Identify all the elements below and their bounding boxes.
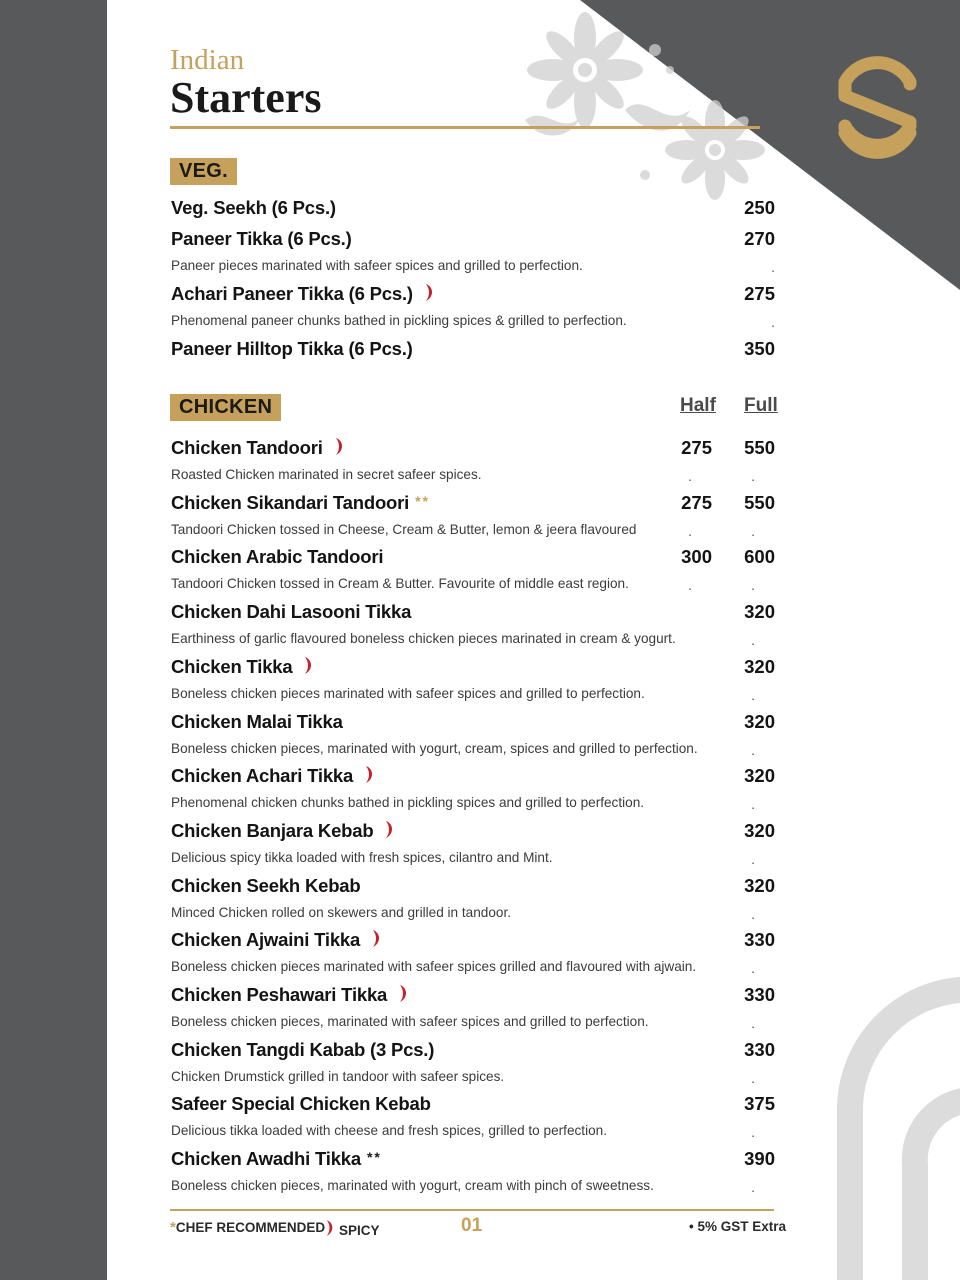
menu-item-description: Earthiness of garlic flavoured boneless chicken pieces marinated in cream & yogurt. [171, 631, 676, 647]
menu-item-name [171, 820, 396, 842]
menu-item-description: Delicious tikka loaded with cheese and fresh spices, grilled to perfection. [171, 1123, 607, 1139]
menu-item-title: Paneer Hilltop Tikka (6 Pcs.) [171, 338, 413, 359]
menu-item-price: 350 [744, 338, 775, 359]
menu-item-description: Tandoori Chicken tossed in Cheese, Cream & Butter, lemon & jeera flavoured [171, 521, 637, 537]
menu-item-name [171, 929, 383, 951]
gst-note-text: 5% GST Extra [697, 1219, 787, 1234]
background-logo-watermark [820, 930, 960, 1280]
veg-section-label: VEG. [170, 158, 237, 185]
floral-ornament-icon [505, 10, 805, 200]
spicy-label: SPICY [339, 1223, 380, 1238]
menu-item-description: Phenomenal chicken chunks bathed in pickling spices and grilled to perfection. [171, 795, 645, 811]
menu-item-price-full: 375 [744, 1093, 775, 1115]
menu-item-name [171, 228, 352, 250]
menu-item-title: Chicken Seekh Kebab [171, 874, 361, 896]
page-number: 01 [461, 1215, 483, 1236]
row-dot: . [751, 850, 755, 867]
spicy-legend [324, 1219, 380, 1238]
menu-item-title: Chicken Dahi Lasooni Tikka [171, 601, 412, 623]
menu-item-name [171, 984, 410, 1006]
chef-star: * [170, 1219, 176, 1236]
menu-item-title: Veg. Seekh (6 Pcs.) [171, 197, 336, 218]
row-dot: . [771, 259, 775, 275]
menu-item-name [171, 656, 315, 678]
menu-item-name [171, 875, 361, 897]
menu-item-name [171, 1148, 382, 1170]
row-dot: . [751, 1069, 755, 1086]
row-dot: . [688, 468, 692, 484]
menu-item-name [171, 546, 383, 568]
row-dot: . [751, 796, 755, 813]
menu-item-description: Boneless chicken pieces marinated with safeer spices and grilled to perfection. [171, 685, 645, 701]
chili-icon [397, 984, 410, 1003]
menu-item-price-full: 330 [744, 1038, 775, 1060]
menu-item-name [171, 711, 343, 733]
row-dot: . [751, 522, 755, 539]
menu-item-title: Chicken Peshawari Tikka [171, 984, 388, 1005]
menu-item-description: Delicious spicy tikka loaded with fresh spices, cilantro and Mint. [171, 849, 553, 865]
menu-item-name [171, 437, 346, 459]
chili-icon [383, 820, 396, 839]
menu-item-price-full: 330 [744, 929, 775, 951]
menu-item-title: Paneer Tikka (6 Pcs.) [171, 228, 352, 249]
menu-item-title: Chicken Ajwaini Tikka [171, 929, 361, 951]
menu-item-price-full: 320 [744, 655, 775, 677]
menu-item-title: Chicken Arabic Tandoori [171, 546, 384, 568]
menu-item-title: Safeer Special Chicken Kebab [171, 1093, 431, 1115]
row-dot: . [751, 1124, 755, 1141]
chili-icon [333, 437, 346, 456]
menu-item-price: 270 [744, 228, 775, 249]
brand-s-logo-icon [830, 38, 925, 170]
menu-item-description: Boneless chicken pieces, marinated with yogurt, cream, spices and grilled to perfection. [171, 740, 698, 756]
menu-item-title: Chicken Tandoori [171, 437, 323, 458]
menu-item-title: Chicken Achari Tikka [171, 765, 354, 787]
menu-item-title: Chicken Sikandari Tandoori [171, 491, 410, 513]
row-dot: . [751, 1179, 755, 1196]
menu-item-name [171, 283, 436, 305]
chili-icon [423, 283, 436, 302]
chili-icon [302, 656, 315, 675]
row-dot: . [771, 314, 775, 330]
menu-item-name [171, 1039, 434, 1061]
menu-item-price-full: 320 [744, 819, 775, 841]
row-dot: . [751, 577, 755, 594]
menu-item-name [171, 492, 430, 514]
row-dot: . [751, 468, 755, 484]
menu-item-price-full: 600 [744, 546, 775, 568]
row-dot: . [751, 686, 755, 703]
menu-item-description: Tandoori Chicken tossed in Cream & Butter. Favourite of middle east region. [171, 576, 629, 592]
menu-item-description: Boneless chicken pieces marinated with safeer spices grilled and flavoured with ajwain. [171, 959, 697, 975]
row-dot: . [751, 632, 755, 649]
menu-item-name [171, 338, 413, 360]
chef-recommended-legend [170, 1219, 325, 1236]
chicken-section-label: CHICKEN [170, 394, 281, 421]
menu-item-price-full: 550 [744, 437, 775, 458]
menu-item-price-full: 320 [744, 874, 775, 896]
chili-icon [363, 765, 376, 784]
menu-item-title: Chicken Malai Tikka [171, 710, 343, 732]
row-dot: . [688, 522, 692, 539]
chef-recommended-stars: ** [415, 492, 430, 509]
page-title: Starters [170, 73, 322, 122]
menu-item-price-half: 275 [681, 491, 712, 513]
chef-recommended-stars: ** [366, 1149, 382, 1166]
menu-item-name [171, 765, 376, 787]
row-dot: . [751, 960, 755, 977]
row-dot: . [751, 741, 755, 758]
menu-item-price-full: 320 [744, 765, 775, 787]
menu-item-price-full: 390 [744, 1148, 775, 1170]
title-divider [170, 126, 760, 129]
menu-item-name [171, 1093, 431, 1115]
row-dot: . [688, 577, 692, 594]
full-column-header: Full [744, 395, 778, 416]
chili-icon [324, 1219, 336, 1237]
menu-item-price-full: 320 [744, 601, 775, 623]
chili-icon [370, 929, 383, 948]
header-subtitle: Indian [170, 44, 245, 76]
menu-item-price-full: 330 [744, 984, 775, 1005]
menu-item-description: Boneless chicken pieces, marinated with yogurt, cream with pinch of sweetness. [171, 1178, 654, 1194]
menu-item-price-half: 300 [681, 546, 712, 568]
menu-item-description: Chicken Drumstick grilled in tandoor with safeer spices. [171, 1068, 505, 1084]
chef-recommended-label: CHEF RECOMMENDED [175, 1220, 326, 1235]
half-column-header: Half [680, 395, 716, 416]
menu-item-price-half: 275 [681, 437, 712, 458]
menu-item-price: 250 [744, 197, 775, 218]
menu-item-price-full: 550 [744, 491, 775, 513]
menu-item-title: Achari Paneer Tikka (6 Pcs.) [171, 283, 413, 304]
gst-note [689, 1219, 786, 1234]
menu-item-price-full: 320 [744, 710, 775, 732]
row-dot: . [751, 1015, 755, 1031]
gst-bullet: • [689, 1219, 694, 1234]
menu-item-description: Boneless chicken pieces, marinated with safeer spices and grilled to perfection. [171, 1014, 649, 1029]
menu-item-title: Chicken Tikka [171, 655, 293, 677]
footer-divider [170, 1209, 774, 1211]
menu-item-title: Chicken Tangdi Kabab (3 Pcs.) [171, 1038, 435, 1060]
menu-item-description: Phenomenal paneer chunks bathed in pickling spices & grilled to perfection. [171, 313, 627, 328]
menu-item-name [171, 601, 411, 623]
menu-item-title: Chicken Banjara Kebab [171, 819, 374, 841]
menu-item-description: Minced Chicken rolled on skewers and grilled in tandoor. [171, 904, 512, 920]
menu-item-description: Roasted Chicken marinated in secret safeer spices. [171, 467, 482, 482]
menu-item-title: Chicken Awadhi Tikka [171, 1148, 361, 1170]
row-dot: . [751, 905, 755, 922]
menu-item-description: Paneer pieces marinated with safeer spices and grilled to perfection. [171, 258, 583, 273]
menu-item-name [171, 197, 336, 219]
left-band [0, 0, 107, 1280]
menu-item-price: 275 [744, 283, 775, 304]
